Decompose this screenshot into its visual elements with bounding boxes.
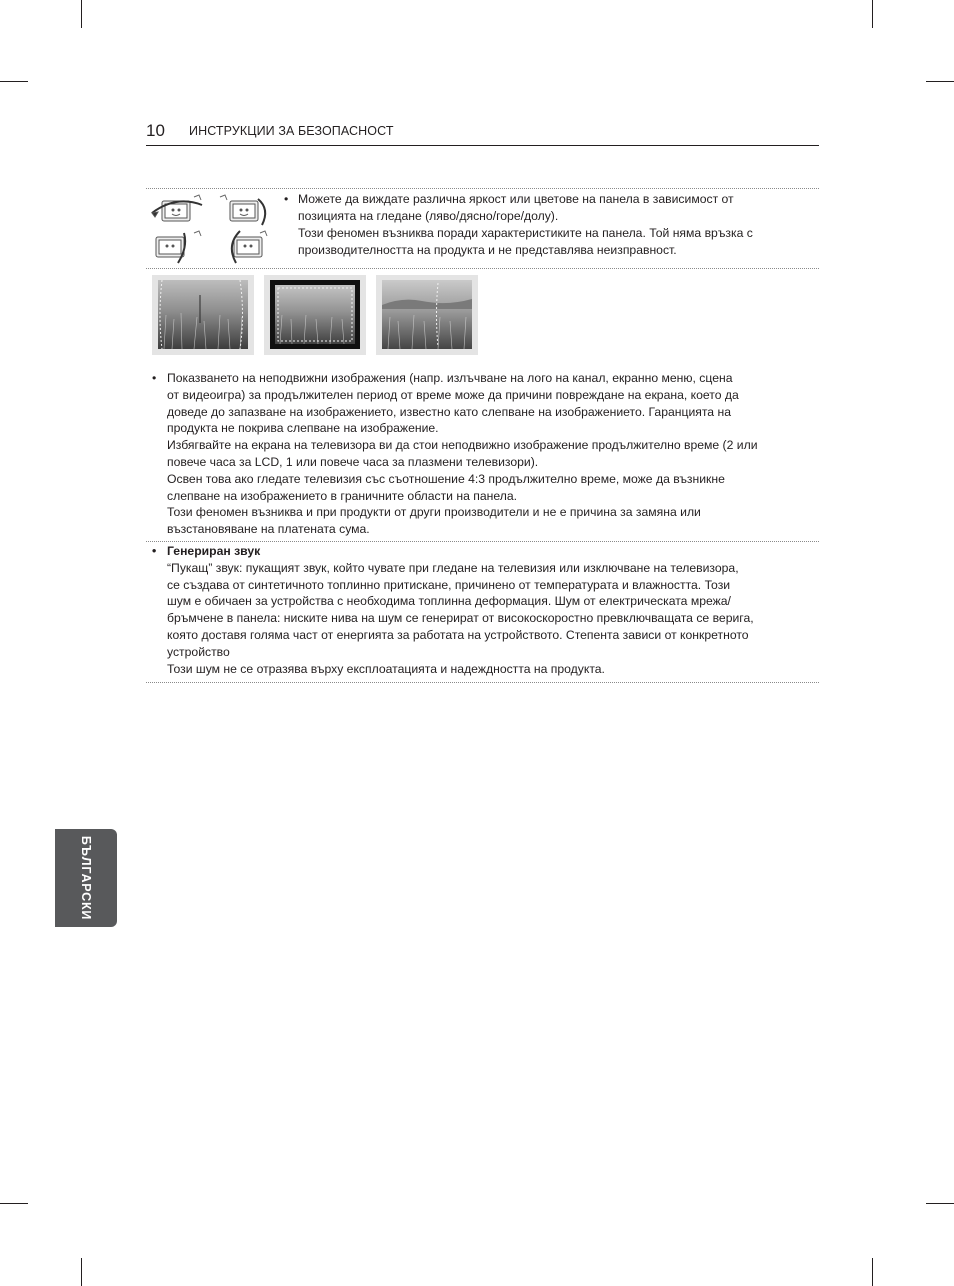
text-line: Можете да виждате различна яркост или цветове на панела в зависимост от bbox=[298, 192, 734, 206]
page-header bbox=[146, 119, 819, 146]
language-tab bbox=[55, 829, 117, 927]
text-line: възстановяване на платената сума. bbox=[167, 522, 370, 537]
crop-mark bbox=[872, 1258, 873, 1286]
text-line: бръмчене в панела: ниските нива на шум се генерират от високоскоростно превключващата се верига, bbox=[167, 611, 754, 626]
crop-mark bbox=[81, 1258, 82, 1286]
text-line: Освен това ако гледате телевизия със съотношение 4:3 продължително време, може да възникне bbox=[167, 471, 725, 486]
text-line: шум е обичаен за устройства с необходима топлинна деформация. Шум от електрическата мрежа/ bbox=[167, 594, 731, 609]
tv-left-rotate-icon bbox=[152, 195, 202, 221]
crop-mark bbox=[926, 1203, 954, 1204]
crop-mark bbox=[0, 1203, 28, 1204]
image-retention-photo bbox=[152, 275, 254, 355]
image-retention-photo bbox=[264, 275, 366, 355]
text-line: продукта не покрива слепване на изображение. bbox=[167, 421, 439, 436]
image-retention-photo bbox=[376, 275, 478, 355]
bullet: • bbox=[152, 544, 157, 558]
divider bbox=[146, 268, 819, 269]
tv-down-rotate-icon bbox=[156, 231, 201, 263]
crop-mark bbox=[926, 81, 954, 82]
generated-sound-note bbox=[152, 543, 814, 677]
crop-mark bbox=[0, 81, 28, 82]
text-line: позицията на гледане (ляво/дясно/горе/долу). bbox=[298, 209, 559, 223]
text-line: Този шум не се отразява върху експлоатацията и надеждността на продукта. bbox=[167, 661, 605, 676]
text-line: слепване на изображението в граничните области на панела. bbox=[167, 488, 518, 503]
divider bbox=[146, 682, 819, 683]
text-line: устройство bbox=[167, 644, 230, 659]
tv-viewing-angle-icon bbox=[150, 193, 276, 265]
crop-mark bbox=[872, 0, 873, 28]
page-number: 10 bbox=[146, 121, 165, 140]
crop-mark bbox=[81, 0, 82, 28]
divider bbox=[146, 541, 819, 542]
text-line: Показването на неподвижни изображения (напр. излъчване на лого на канал, екранно меню, сцена bbox=[167, 371, 733, 385]
tv-up-rotate-icon bbox=[232, 231, 267, 263]
text-line: която доставя голяма част от енергията за работата на устройството. Степента зависи от конкретното bbox=[167, 627, 749, 642]
text-line: повече часа за LCD, 1 или повече часа за плазмени телевизори). bbox=[167, 454, 539, 469]
text-line: Избягвайте на екрана на телевизора ви да стои неподвижно изображение продължително време (2 или bbox=[167, 438, 758, 453]
note-heading: Генериран звук bbox=[167, 544, 261, 558]
text-line: производителността на продукта и не представлява неизправност. bbox=[298, 243, 677, 257]
text-line: Този феномен възниква поради характеристиките на панела. Той няма връзка с bbox=[298, 226, 753, 240]
text-line: Този феномен възниква и при продукти от други производители и не е причина за замяна или bbox=[167, 505, 701, 520]
divider bbox=[146, 188, 819, 189]
text-line: се създава от синтетичното топлинно притискане, причинено от температурата и влажността. Този bbox=[167, 577, 731, 592]
image-retention-note bbox=[152, 370, 814, 538]
language-label: БЪЛГАРСКИ bbox=[79, 835, 93, 921]
viewing-angle-note bbox=[284, 191, 814, 259]
text-line: “Пукащ” звук: пукащият звук, който чувате при гледане на телевизия или изключване на телевизора, bbox=[167, 560, 739, 575]
bullet: • bbox=[152, 371, 157, 385]
tv-right-rotate-icon bbox=[220, 195, 265, 225]
text-line: от видеоигра) за продължителен период от време може да причини повреждане на екрана, което да bbox=[167, 387, 739, 402]
bullet: • bbox=[284, 192, 289, 206]
text-line: доведе до запазване на изображението, известно като слепване на изображението. Гаранцията на bbox=[167, 404, 731, 419]
section-title: ИНСТРУКЦИИ ЗА БЕЗОПАСНОСТ bbox=[189, 124, 394, 138]
